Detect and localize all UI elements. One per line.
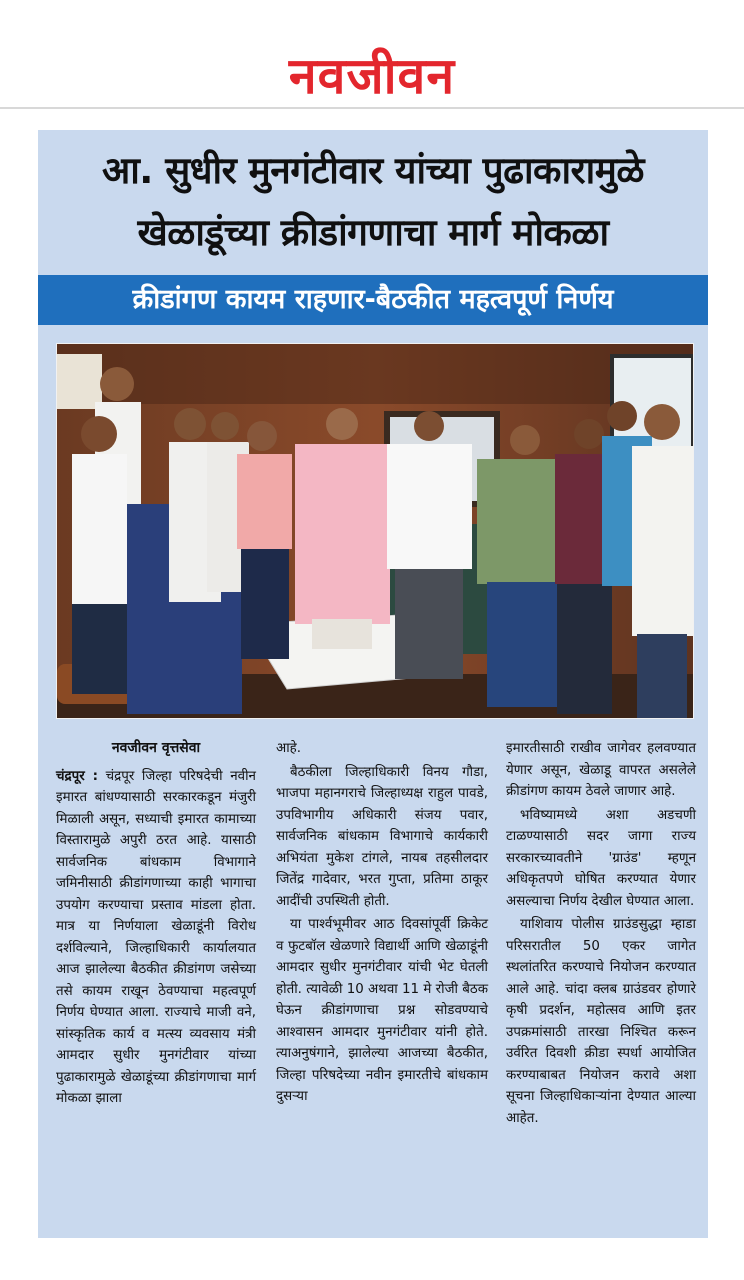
article-text-col2-p3: या पार्श्वभूमीवर आठ दिवसांपूर्वी क्रिकेट व फुटबॉल खेळणारे विद्यार्थी आणि खेळाडूंनी आमदार सुधीर मुनगंटीवार यांची भेट घेतली होती. त्यावेळी 10 अथवा 11 मे रोजी बैठक घेऊन क्रीडांगणाचा प्रश्न सोडवण्याचे आश्वासन आमदार मुनगंटीवार यांनी होते. त्याअनुषंगाने, झालेल्या आजच्या बैठकीत, जिल्हा परिषदेच्या नवीन इमारतीचे बांधकाम दुसऱ्या bbox=[276, 917, 488, 1104]
article-column-1 bbox=[56, 738, 256, 1112]
article-text-col2-p1: आहे. bbox=[276, 741, 302, 756]
headline bbox=[38, 140, 708, 264]
headline-line-2: खेळाडूंच्या क्रीडांगणाचा मार्ग मोकळा bbox=[137, 211, 609, 254]
headline-line-1: आ. सुधीर मुनगंटीवार यांच्या पुढाकारामुळे bbox=[101, 149, 645, 192]
byline: नवजीवन वृत्तसेवा bbox=[111, 740, 201, 756]
article-text-col1: चंद्रपूर जिल्हा परिषदेची नवीन इमारत बांधण्यासाठी सरकारकडून मंजुरी मिळाली असून, सध्याची इमारत कामाच्या विस्तारामुळे अपुरी ठरत आहे. यासाठी सार्वजनिक बांधकाम विभागाने जमिनीसाठी क्रीडांगणाच्या काही भागाचा उपयोग करण्याचा प्रस्ताव मांडला होता. मात्र या निर्णयाला खेळाडूंनी विरोध दर्शविल्याने, जिल्हाधिकारी कार्यालयात आज झालेल्या बैठकीत क्रीडांगण जसेच्या तसे कायम राखून ठेवण्याचा महत्वपूर्ण निर्णय घेण्यात आला. राज्याचे माजी वने, सांस्कृतिक कार्य व मत्स्य व्यवसाय मंत्री आमदार सुधीर मुनगंटीवार यांच्या पुढाकारामुळे खेळाडूंच्या क्रीडांगणाचा मार्ग मोकळा झाला bbox=[56, 768, 256, 1106]
masthead-divider bbox=[0, 107, 744, 109]
subheadline-band bbox=[38, 275, 708, 325]
article-photo bbox=[56, 343, 694, 719]
dateline: चंद्रपूर : bbox=[56, 768, 99, 784]
article-text-col3-p3: याशिवाय पोलीस ग्राउंडसुद्धा म्हाडा परिसरातील 50 एकर जागेत स्थलांतरित करण्याचे नियोजन करण्यात आले आहे. चांदा क्लब ग्राउंडवर होणारे कृषी प्रदर्शन, महोत्सव आणि इतर उपक्रमांसाठी तारखा निश्चित करून उर्वरित दिवशी क्रीडा स्पर्धा आयोजित करण्याबाबत नियोजन करावे अशा सूचना जिल्हाधिकाऱ्यांना देण्यात आल्या आहेत. bbox=[506, 917, 696, 1126]
subheadline: क्रीडांगण कायम राहणार-बैठकीत महत्वपूर्ण निर्णय bbox=[132, 284, 614, 315]
article-text-col3-p1: इमारतीसाठी राखीव जागेवर हलवण्यात येणार असून, खेळाडू वापरत असलेले क्रीडांगण कायम ठेवले जाणार आहे. bbox=[506, 741, 696, 799]
newspaper-logo: नवजीवन bbox=[288, 47, 456, 105]
article-column-3 bbox=[506, 738, 696, 1131]
article-column-2 bbox=[276, 738, 488, 1110]
article-text-col2-p2: बैठकीला जिल्हाधिकारी विनय गौडा, भाजपा महानगराचे जिल्हाध्यक्ष राहुल पावडे, उपविभागीय अधिकारी संजय पवार, सार्वजनिक बांधकाम विभागाचे कार्यकारी अभियंता मुकेश टांगले, नायब तहसीलदार जितेंद्र गादेवार, भरत गुप्ता, प्रतिमा ठाकूर आदींची उपस्थिती होती. bbox=[276, 764, 488, 909]
article-text-col3-p2: भविष्यामध्ये अशा अडचणी टाळण्यासाठी सदर जागा राज्य सरकारच्यावतीने 'ग्राउंड' म्हणून अधिकृतपणे घोषित करण्यात येणार असल्याचा निर्णय देखील घेण्यात आला. bbox=[506, 807, 696, 909]
group-photo-illustration bbox=[57, 344, 693, 718]
masthead bbox=[0, 0, 744, 112]
